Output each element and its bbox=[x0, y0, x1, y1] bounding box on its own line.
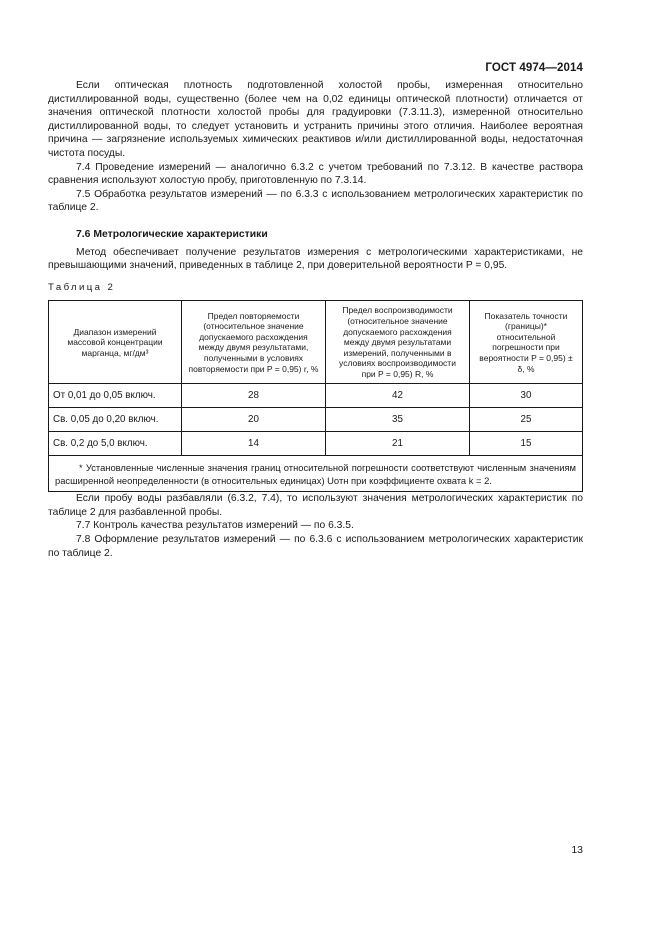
paragraph: Если пробу воды разбавляли (6.3.2, 7.4), то используют значения метрологических характеристик по таблице 2 для разбавленной пробы. bbox=[48, 493, 583, 518]
table-cell: Св. 0,2 до 5,0 включ. bbox=[49, 432, 182, 456]
table-row bbox=[49, 408, 583, 432]
table-caption: Таблица 2 bbox=[48, 281, 116, 293]
table-cell: Св. 0,05 до 0,20 включ. bbox=[49, 408, 182, 432]
paragraph: Если оптическая плотность подготовленной холостой пробы, измеренная относительно дистиллированной воды, существенно (более чем на 0,02 единицы оптической плотности) отличается от значения оптической плотности холостой пробы для градуировки (7.3.11.3), измеренной относительно дистиллированной воды, то следует установить и устранить причины этого отличия. Наиболее вероятная причина — загрязнение используемых химических реактивов и/или дистиллированной воды, недостаточная чистота посуды. bbox=[48, 80, 583, 159]
document-id: ГОСТ 4974—2014 bbox=[485, 62, 583, 74]
table-cell: 15 bbox=[470, 432, 583, 456]
table-cell: 21 bbox=[326, 432, 470, 456]
table-header-accuracy: Показатель точности (границы)* относительной погрешности при вероятности P = 0,95) ± δ, % bbox=[470, 301, 583, 384]
paragraph: 7.5 Обработка результатов измерений — по 6.3.3 с использованием метрологических характеристик по таблице 2. bbox=[48, 188, 583, 214]
table-cell: 25 bbox=[470, 408, 583, 432]
table-header-repeatability: Предел повторяемости (относительное значение допускаемого расхождения между двумя результатами, полученными в условиях повторяемости при P = 0,95) r, % bbox=[182, 301, 326, 384]
table-footnote-row bbox=[49, 456, 583, 492]
paragraph: 7.8 Оформление результатов измерений — по 6.3.6 с использованием метрологических характеристик по таблице 2. bbox=[48, 534, 583, 559]
table-row bbox=[49, 384, 583, 408]
table-footnote-text: * Установленные численные значения границ относительной погрешности соответствуют численным значениям расширенной неопределенности (в относительных единицах) Uотн при коэффициенте охвата k = 2. bbox=[55, 462, 576, 486]
page-number: 13 bbox=[571, 844, 583, 856]
section-heading: 7.6 Метрологические характеристики bbox=[76, 228, 268, 240]
table-cell: 30 bbox=[470, 384, 583, 408]
table-cell: От 0,01 до 0,05 включ. bbox=[49, 384, 182, 408]
page-content bbox=[48, 79, 583, 560]
table-cell: 28 bbox=[182, 384, 326, 408]
table-header-range: Диапазон измерений массовой концентрации марганца, мг/дм³ bbox=[49, 301, 182, 384]
table-footnote bbox=[49, 456, 583, 492]
table-cell: 20 bbox=[182, 408, 326, 432]
table-cell: 42 bbox=[326, 384, 470, 408]
table-cell: 14 bbox=[182, 432, 326, 456]
metrology-table bbox=[48, 300, 583, 492]
section-intro: Метод обеспечивает получение результатов измерения с метрологическими характеристиками, не превышающими значений, приведенных в таблице 2, при доверительной вероятности P = 0,95. bbox=[48, 246, 583, 272]
paragraph: 7.4 Проведение измерений — аналогично 6.3.2 с учетом требований по 7.3.12. В качестве раствора сравнения используют холостую пробу, приготовленную по 7.3.14. bbox=[48, 161, 583, 187]
paragraph: 7.7 Контроль качества результатов измерений — по 6.3.5. bbox=[76, 520, 354, 532]
table-cell: 35 bbox=[326, 408, 470, 432]
table-row bbox=[49, 432, 583, 456]
table-header-reproducibility: Предел воспроизводимости (относительное значение допускаемого расхождения между двумя результатами измерений, полученными в условиях воспроизводимости при P = 0,95) R, % bbox=[326, 301, 470, 384]
